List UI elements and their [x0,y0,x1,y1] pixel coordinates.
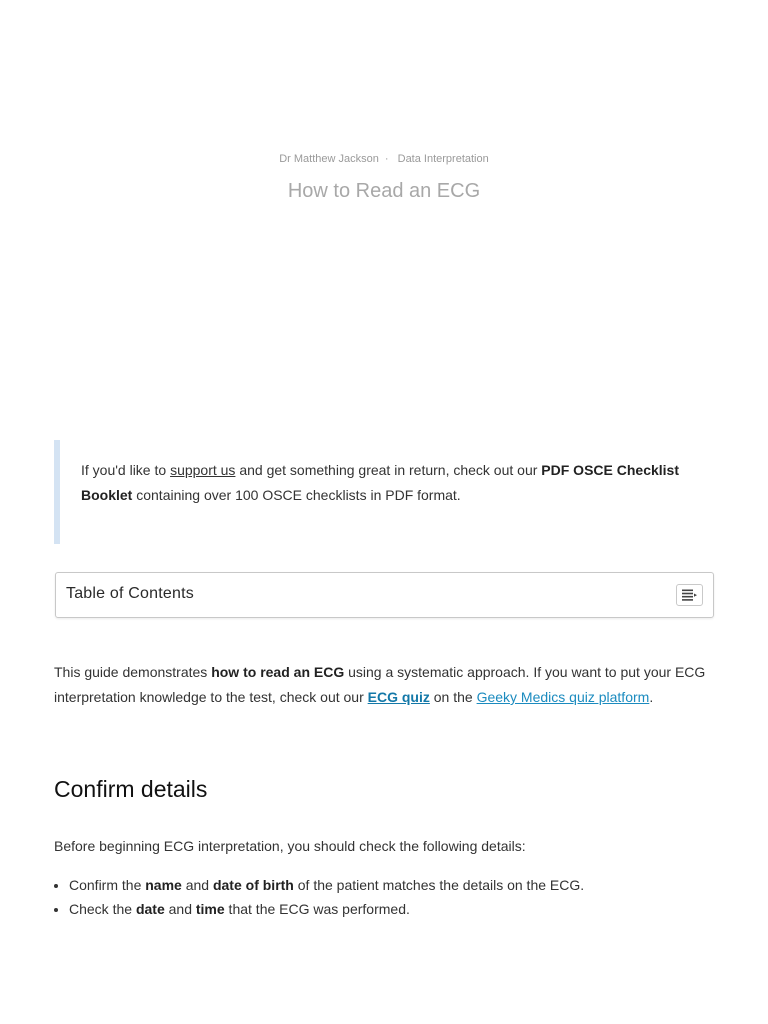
support-us-link[interactable]: support us [170,462,236,478]
list-item [69,873,719,897]
intro-paragraph [54,660,716,710]
intro-text: This guide demonstrates [54,664,212,680]
intro-text: on the [429,689,477,705]
list-text: and [164,901,196,917]
category-link[interactable]: Data Interpretation [397,153,489,165]
list-text: of the patient matches the details on the ECG. [293,877,585,893]
details-list [54,873,719,921]
post-meta [0,153,768,165]
list-emphasis: name [145,877,182,893]
section-heading: Confirm details [54,776,208,802]
callout-text: If you'd like to [81,462,171,478]
list-item [69,897,719,921]
list-emphasis: time [195,901,225,917]
meta-separator: · [384,153,389,165]
support-callout [54,440,714,544]
intro-text: . [649,689,654,705]
intro-text: using a systematic approach. If you want to put your ECG interpretation knowledge to the test, check out our [54,664,706,705]
table-of-contents[interactable] [55,572,714,618]
list-toggle-icon[interactable] [676,584,703,606]
intro-emphasis: how to read an ECG [211,664,345,680]
callout-text: and get something great in return, check out our [235,462,542,478]
list-emphasis: date of birth [212,877,294,893]
list-emphasis: date [135,901,165,917]
page-title: How to Read an ECG [287,180,481,202]
author-link[interactable]: Dr Matthew Jackson [279,153,379,165]
callout-text: containing over 100 OSCE checklists in PDF format. [132,487,461,503]
list-text: Confirm the [69,877,146,893]
section-lead: Before beginning ECG interpretation, you should check the following details: [54,838,526,854]
list-text: and [181,877,213,893]
toc-title: Table of Contents [66,585,194,602]
list-text: that the ECG was performed. [224,901,410,917]
ecg-quiz-link[interactable]: ECG quiz [367,689,430,705]
quiz-platform-link[interactable]: Geeky Medics quiz platform [476,689,650,705]
list-text: Check the [69,901,136,917]
callout-product-name: PDF OSCE Checklist Booklet [81,462,679,503]
